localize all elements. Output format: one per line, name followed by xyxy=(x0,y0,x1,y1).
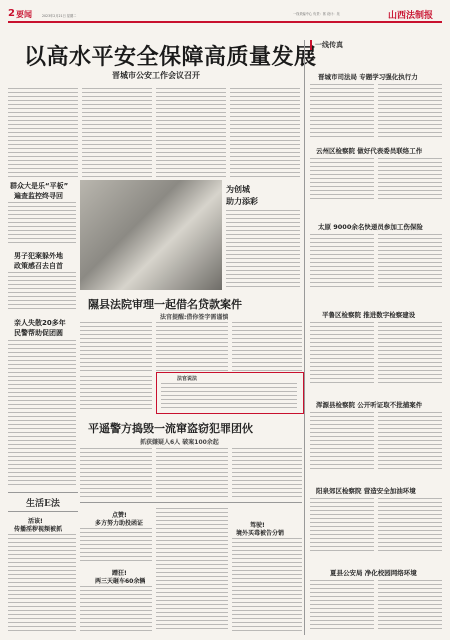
header-rule xyxy=(8,21,442,23)
right-head-2: 云州区检察院 做好代表委员联络工作 xyxy=(316,147,423,155)
story2-body-c xyxy=(232,322,302,372)
lead-body-col2 xyxy=(82,88,152,178)
right-body-3b xyxy=(378,234,442,290)
right-head-1: 晋城市司法局 专题学习强化执行力 xyxy=(318,73,418,81)
right-body-2a xyxy=(310,158,374,202)
photo-caption-body xyxy=(226,210,300,290)
right-head-5: 浑源县检察院 公开听证取不批捕案件 xyxy=(316,401,423,409)
brief3-subhead: 两三天砸车60余辆 xyxy=(95,578,146,585)
brief-mid-body xyxy=(156,508,228,632)
brief2-subhead: 境外买毒被告分销 xyxy=(236,530,285,537)
date-info: 2023年2月21日 星期二 xyxy=(42,14,77,18)
story3-body-b xyxy=(156,448,228,498)
right-body-3a xyxy=(310,234,374,290)
story3-subtitle: 抓获嫌疑人6人 破案100余起 xyxy=(140,439,219,446)
left-head-1: 群众大是乐“平板” xyxy=(10,182,69,190)
right-head-4: 平鲁区检察院 推进数字检察建设 xyxy=(322,311,416,319)
life-elaw-title: 生活E法 xyxy=(26,499,60,509)
brief1-head: 点赞! xyxy=(112,512,127,519)
story2-body-b xyxy=(156,322,228,372)
section-name: 要闻 xyxy=(16,10,32,19)
brief3-body xyxy=(80,586,152,632)
left-head-2b: 政策感召去自首 xyxy=(14,262,63,270)
brief2-body xyxy=(232,538,302,632)
masthead-logo: 山西法制报 xyxy=(388,11,434,21)
left-head-3: 亲人失散20多年 xyxy=(14,319,66,327)
story2-title: 隰县法院审理一起借名贷款案件 xyxy=(88,298,242,311)
right-body-5a xyxy=(310,412,374,472)
life-head: 活该! xyxy=(28,518,43,525)
brief1-subhead: 多方努力助投函证 xyxy=(95,520,144,527)
photo-caption-1: 为创城 xyxy=(226,185,250,194)
life-body xyxy=(8,534,76,632)
story2-law-box-label: 法官说法 xyxy=(177,376,198,382)
brief3-head: 蹭狂! xyxy=(112,570,127,577)
editor-info: 一线采编中心 负责：郭 设计：吴 xyxy=(293,12,340,16)
right-head-6: 阳泉郊区检察院 营造安全加油环境 xyxy=(316,487,416,495)
life-subhead: 传播淫秽视频被抓 xyxy=(14,526,63,533)
brief1-body xyxy=(80,528,152,564)
left-body-3 xyxy=(8,340,76,485)
left-body-2 xyxy=(8,272,76,312)
news-photo xyxy=(80,180,222,290)
left-body-1 xyxy=(8,202,76,246)
right-body-1a xyxy=(310,84,374,140)
right-body-4b xyxy=(378,322,442,384)
photo-caption-2: 助力添彩 xyxy=(226,197,258,206)
col-divider xyxy=(304,40,305,635)
right-head-3: 太原 9000余名快递员参加工伤保险 xyxy=(318,223,423,231)
right-head-7: 夏县公安局 净化校园网络环境 xyxy=(330,569,417,577)
right-section-label: 一线传真 xyxy=(310,40,343,50)
right-body-7a xyxy=(310,580,374,632)
brief2-head: 驾驶! xyxy=(250,522,265,529)
right-body-7b xyxy=(378,580,442,632)
story2-body-a xyxy=(80,322,152,372)
right-body-1b xyxy=(378,84,442,140)
page-header xyxy=(8,8,442,20)
left-head-3b: 民警帮助促团圆 xyxy=(14,329,63,337)
left-head-2: 男子犯案躲外地 xyxy=(14,252,63,260)
right-body-5b xyxy=(378,412,442,472)
bottom-rule xyxy=(80,502,302,503)
right-body-6a xyxy=(310,498,374,554)
lead-subtitle: 晋城市公安工作会议召开 xyxy=(112,71,200,80)
lead-body-col4 xyxy=(230,88,300,178)
story2-law-box-body xyxy=(161,383,297,409)
right-body-2b xyxy=(378,158,442,202)
story2-body-d xyxy=(80,376,152,412)
right-body-6b xyxy=(378,498,442,554)
lead-body-col1 xyxy=(8,88,78,178)
life-elaw-banner xyxy=(8,492,78,512)
story3-body-a xyxy=(80,448,152,498)
story2-law-box xyxy=(156,372,304,414)
lead-title: 以高水平安全保障高质量发展 xyxy=(24,45,317,70)
story3-title: 平遥警方捣毁一流窜盗窃犯罪团伙 xyxy=(88,422,253,435)
left-head-1b: 遍查监控终寻回 xyxy=(14,192,63,200)
right-body-4a xyxy=(310,322,374,384)
story2-subtitle: 法官提醒:借你签字需谨慎 xyxy=(160,314,229,321)
lead-body-col3 xyxy=(156,88,226,178)
page-number: 2 xyxy=(8,8,15,19)
story3-body-c xyxy=(232,448,302,498)
